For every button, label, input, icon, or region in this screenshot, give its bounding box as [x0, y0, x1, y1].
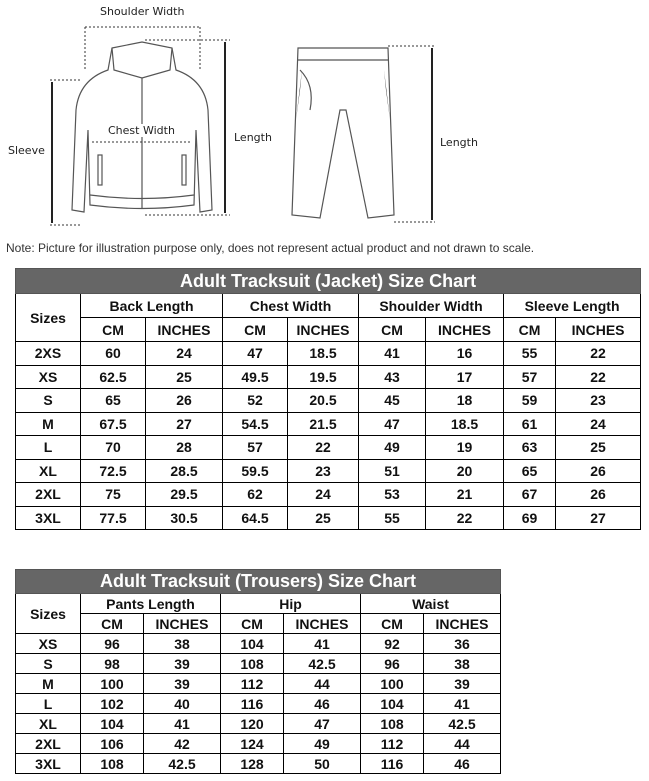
unit-header: CM	[81, 614, 144, 634]
trousers-size-table	[15, 569, 501, 774]
table-title: Adult Tracksuit (Jacket) Size Chart	[16, 269, 641, 294]
unit-header: CM	[81, 318, 146, 342]
value-cell: 64.5	[223, 506, 288, 530]
value-cell: 65	[81, 389, 146, 413]
value-cell: 41	[144, 714, 221, 734]
value-cell: 23	[556, 389, 641, 413]
unit-header: CM	[504, 318, 556, 342]
size-cell: XL	[16, 459, 81, 483]
value-cell: 20.5	[288, 389, 359, 413]
unit-header: CM	[221, 614, 284, 634]
value-cell: 42	[144, 734, 221, 754]
size-cell: 3XL	[16, 754, 81, 774]
value-cell: 108	[361, 714, 424, 734]
table-row	[16, 634, 501, 654]
value-cell: 65	[504, 459, 556, 483]
measurement-group-header: Pants Length	[81, 594, 221, 614]
value-cell: 104	[81, 714, 144, 734]
table-row	[16, 734, 501, 754]
value-cell: 24	[288, 483, 359, 507]
value-cell: 39	[144, 674, 221, 694]
size-cell: S	[16, 389, 81, 413]
value-cell: 24	[146, 342, 223, 366]
value-cell: 75	[81, 483, 146, 507]
value-cell: 106	[81, 734, 144, 754]
value-cell: 57	[223, 436, 288, 460]
unit-header: INCHES	[144, 614, 221, 634]
value-cell: 102	[81, 694, 144, 714]
value-cell: 98	[81, 654, 144, 674]
measurement-group-header: Chest Width	[223, 294, 359, 318]
shoulder-width-label: Shoulder Width	[100, 5, 185, 18]
size-cell: L	[16, 436, 81, 460]
table-row	[16, 654, 501, 674]
value-cell: 42.5	[424, 714, 501, 734]
value-cell: 128	[221, 754, 284, 774]
size-cell: M	[16, 674, 81, 694]
unit-header: CM	[359, 318, 426, 342]
value-cell: 19.5	[288, 365, 359, 389]
sizes-header: Sizes	[16, 594, 81, 634]
table-row	[16, 459, 641, 483]
value-cell: 46	[284, 694, 361, 714]
value-cell: 18.5	[288, 342, 359, 366]
measurement-group-header: Hip	[221, 594, 361, 614]
size-cell: XS	[16, 365, 81, 389]
unit-header: INCHES	[426, 318, 504, 342]
value-cell: 38	[144, 634, 221, 654]
value-cell: 22	[556, 365, 641, 389]
value-cell: 25	[146, 365, 223, 389]
size-cell: XS	[16, 634, 81, 654]
value-cell: 18	[426, 389, 504, 413]
value-cell: 49.5	[223, 365, 288, 389]
value-cell: 59.5	[223, 459, 288, 483]
unit-header: CM	[223, 318, 288, 342]
value-cell: 49	[284, 734, 361, 754]
value-cell: 61	[504, 412, 556, 436]
value-cell: 20	[426, 459, 504, 483]
value-cell: 43	[359, 365, 426, 389]
size-cell: L	[16, 694, 81, 714]
value-cell: 16	[426, 342, 504, 366]
value-cell: 41	[359, 342, 426, 366]
value-cell: 49	[359, 436, 426, 460]
unit-header: CM	[361, 614, 424, 634]
value-cell: 47	[284, 714, 361, 734]
value-cell: 19	[426, 436, 504, 460]
size-cell: 2XL	[16, 483, 81, 507]
measurement-group-header: Back Length	[81, 294, 223, 318]
value-cell: 53	[359, 483, 426, 507]
value-cell: 108	[221, 654, 284, 674]
table-row	[16, 412, 641, 436]
value-cell: 60	[81, 342, 146, 366]
value-cell: 25	[556, 436, 641, 460]
size-cell: XL	[16, 714, 81, 734]
value-cell: 92	[361, 634, 424, 654]
value-cell: 38	[424, 654, 501, 674]
value-cell: 67	[504, 483, 556, 507]
unit-header: INCHES	[146, 318, 223, 342]
value-cell: 51	[359, 459, 426, 483]
table-row	[16, 365, 641, 389]
jacket-size-table	[15, 268, 641, 530]
value-cell: 26	[556, 459, 641, 483]
value-cell: 21.5	[288, 412, 359, 436]
value-cell: 41	[424, 694, 501, 714]
value-cell: 28.5	[146, 459, 223, 483]
value-cell: 69	[504, 506, 556, 530]
value-cell: 40	[144, 694, 221, 714]
size-cell: 2XS	[16, 342, 81, 366]
value-cell: 27	[556, 506, 641, 530]
value-cell: 50	[284, 754, 361, 774]
value-cell: 59	[504, 389, 556, 413]
value-cell: 124	[221, 734, 284, 754]
value-cell: 30.5	[146, 506, 223, 530]
table-row	[16, 754, 501, 774]
value-cell: 104	[221, 634, 284, 654]
table-row	[16, 483, 641, 507]
table-row	[16, 674, 501, 694]
measurement-group-header: Sleeve Length	[504, 294, 641, 318]
size-cell: S	[16, 654, 81, 674]
value-cell: 67.5	[81, 412, 146, 436]
value-cell: 47	[359, 412, 426, 436]
jacket-length-label: Length	[234, 131, 272, 144]
value-cell: 28	[146, 436, 223, 460]
garment-drawing	[0, 0, 649, 240]
size-cell: 2XL	[16, 734, 81, 754]
table-row	[16, 506, 641, 530]
value-cell: 108	[81, 754, 144, 774]
unit-header: INCHES	[284, 614, 361, 634]
value-cell: 96	[361, 654, 424, 674]
table-row	[16, 389, 641, 413]
value-cell: 24	[556, 412, 641, 436]
value-cell: 57	[504, 365, 556, 389]
value-cell: 72.5	[81, 459, 146, 483]
value-cell: 23	[288, 459, 359, 483]
value-cell: 47	[223, 342, 288, 366]
table-row	[16, 714, 501, 734]
value-cell: 39	[424, 674, 501, 694]
value-cell: 52	[223, 389, 288, 413]
disclaimer-note: Note: Picture for illustration purpose only, does not represent actual product and not drawn to scale.	[6, 241, 535, 255]
value-cell: 116	[221, 694, 284, 714]
table-row	[16, 342, 641, 366]
unit-header: INCHES	[424, 614, 501, 634]
value-cell: 46	[424, 754, 501, 774]
value-cell: 77.5	[81, 506, 146, 530]
measurement-group-header: Waist	[361, 594, 501, 614]
value-cell: 112	[221, 674, 284, 694]
value-cell: 62	[223, 483, 288, 507]
value-cell: 27	[146, 412, 223, 436]
value-cell: 112	[361, 734, 424, 754]
value-cell: 70	[81, 436, 146, 460]
value-cell: 18.5	[426, 412, 504, 436]
value-cell: 96	[81, 634, 144, 654]
value-cell: 104	[361, 694, 424, 714]
unit-header: INCHES	[288, 318, 359, 342]
table-row	[16, 694, 501, 714]
table-row	[16, 436, 641, 460]
value-cell: 25	[288, 506, 359, 530]
measurement-group-header: Shoulder Width	[359, 294, 504, 318]
value-cell: 120	[221, 714, 284, 734]
value-cell: 100	[361, 674, 424, 694]
value-cell: 116	[361, 754, 424, 774]
value-cell: 26	[146, 389, 223, 413]
table-title: Adult Tracksuit (Trousers) Size Chart	[16, 570, 501, 594]
value-cell: 29.5	[146, 483, 223, 507]
pants-length-label: Length	[440, 136, 478, 149]
value-cell: 41	[284, 634, 361, 654]
value-cell: 55	[359, 506, 426, 530]
value-cell: 42.5	[144, 754, 221, 774]
value-cell: 21	[426, 483, 504, 507]
size-cell: 3XL	[16, 506, 81, 530]
value-cell: 62.5	[81, 365, 146, 389]
value-cell: 42.5	[284, 654, 361, 674]
value-cell: 17	[426, 365, 504, 389]
value-cell: 44	[284, 674, 361, 694]
value-cell: 44	[424, 734, 501, 754]
unit-header: INCHES	[556, 318, 641, 342]
size-cell: M	[16, 412, 81, 436]
value-cell: 45	[359, 389, 426, 413]
sleeve-label: Sleeve	[8, 144, 45, 157]
size-illustration	[0, 0, 649, 240]
value-cell: 22	[426, 506, 504, 530]
value-cell: 39	[144, 654, 221, 674]
value-cell: 55	[504, 342, 556, 366]
value-cell: 63	[504, 436, 556, 460]
value-cell: 22	[556, 342, 641, 366]
sizes-header: Sizes	[16, 294, 81, 342]
chest-width-label: Chest Width	[108, 124, 175, 137]
value-cell: 26	[556, 483, 641, 507]
value-cell: 22	[288, 436, 359, 460]
value-cell: 36	[424, 634, 501, 654]
value-cell: 100	[81, 674, 144, 694]
value-cell: 54.5	[223, 412, 288, 436]
